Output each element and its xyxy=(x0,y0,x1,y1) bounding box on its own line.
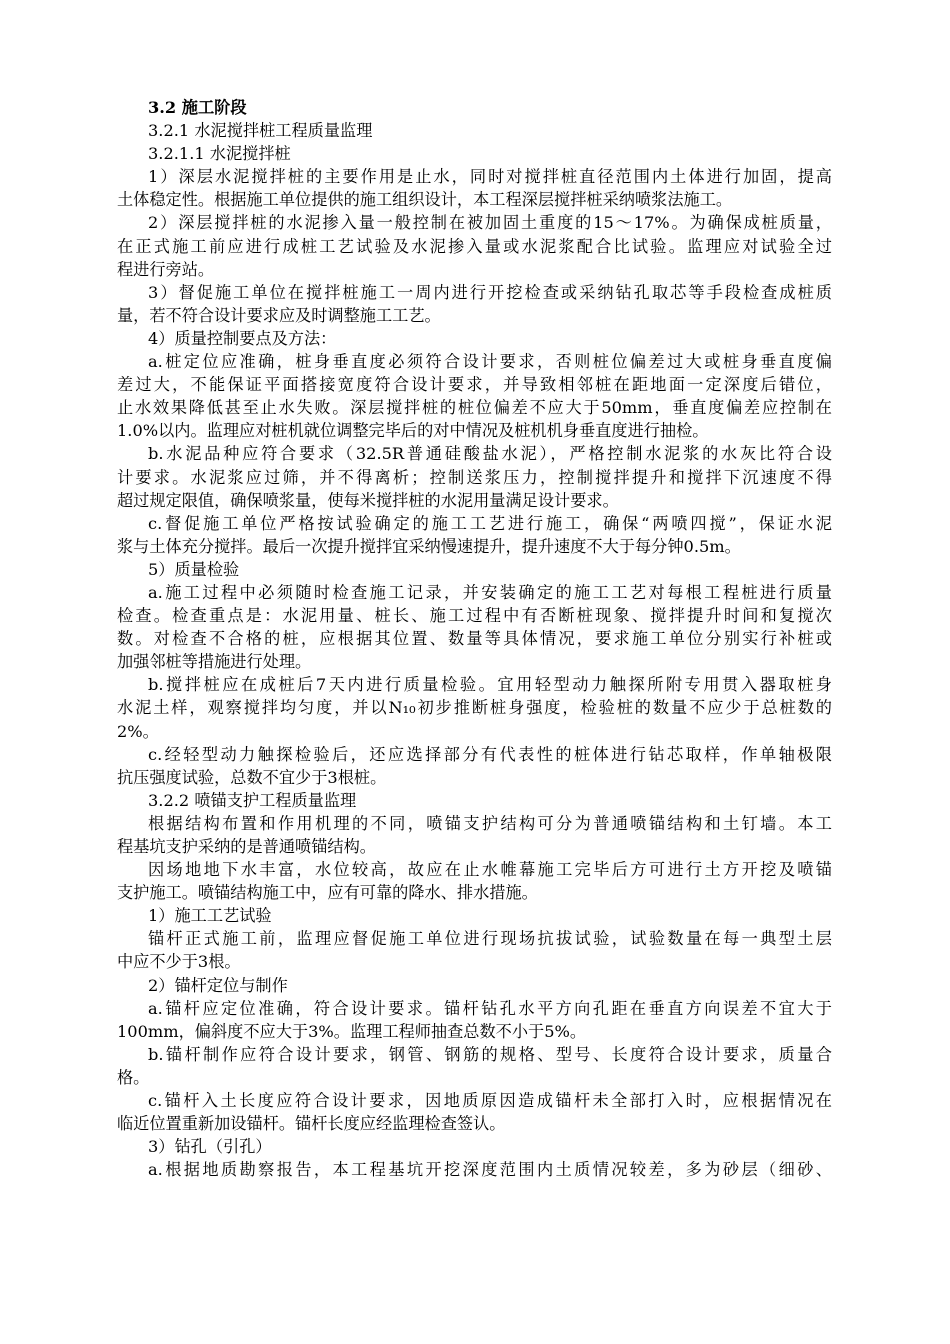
text-line: 支护施工。喷锚结构施工中，应有可靠的降水、排水措施。 xyxy=(117,883,538,903)
text-line: 计要求。水泥浆应过筛，并不得离析；控制送浆压力，控制搅拌提升和搅拌下沉速度不得 xyxy=(117,467,832,487)
text-line: b.水泥品种应符合要求（32.5R普通硅酸盐水泥），严格控制水泥浆的水灰比符合设 xyxy=(148,444,832,464)
text-line: 因场地地下水丰富，水位较高，故应在止水帷幕施工完毕后方可进行土方开挖及喷锚 xyxy=(148,860,832,880)
text-line: 1.0%以内。监理应对桩机就位调整完毕后的对中情况及桩机机身垂直度进行抽检。 xyxy=(117,421,709,441)
text-line: 临近位置重新加设锚杆。锚杆长度应经监理检查签认。 xyxy=(117,1114,506,1134)
text-line: 100mm，偏斜度不应大于3%。监理工程师抽查总数不小于5%。 xyxy=(117,1021,587,1041)
text-line: a.根据地质勘察报告，本工程基坑开挖深度范围内土质情况较差，多为砂层（细砂、 xyxy=(148,1160,832,1180)
text-line: 在正式施工前应进行成桩工艺试验及水泥掺入量或水泥浆配合比试验。监理应对试验全过 xyxy=(117,236,832,256)
text-line: c.督促施工单位严格按试验确定的施工工艺进行施工，确保“两喷四搅”，保证水泥 xyxy=(148,513,832,533)
text-line: 检查。检查重点是：水泥用量、桩长、施工过程中有否断桩现象、搅拌提升时间和复搅次 xyxy=(117,606,832,626)
section-heading: 3.2 施工阶段 xyxy=(148,98,247,117)
text-line: 3）督促施工单位在搅拌桩施工一周内进行开挖检查或采纳钻孔取芯等手段检查成桩质 xyxy=(148,282,832,302)
text-line: 3.2.2 喷锚支护工程质量监理 xyxy=(148,790,357,810)
text-line: 量，若不符合设计要求应及时调整施工工艺。 xyxy=(117,305,441,325)
text-line: 2）深层搅拌桩的水泥掺入量一般控制在被加固土重度的15～17%。为确保成桩质量， xyxy=(148,213,832,233)
text-line: 5）质量检验 xyxy=(148,559,240,579)
text-line: 1）施工工艺试验 xyxy=(148,906,272,926)
text-line: 4）质量控制要点及方法： xyxy=(148,328,337,348)
text-line: 程进行旁站。 xyxy=(117,259,215,279)
text-line: a.桩定位应准确，桩身垂直度必须符合设计要求，否则桩位偏差过大或桩身垂直度偏 xyxy=(148,352,832,372)
text-line: a.锚杆应定位准确，符合设计要求。锚杆钻孔水平方向孔距在垂直方向误差不宜大于 xyxy=(148,998,832,1018)
text-line: 3.2.1 水泥搅拌桩工程质量监理 xyxy=(148,121,373,141)
text-line: 止水效果降低甚至止水失败。深层搅拌桩的桩位偏差不应大于50mm，垂直度偏差应控制在 xyxy=(117,398,832,418)
text-line: 3.2.1.1 水泥搅拌桩 xyxy=(148,144,291,164)
text-line: 土体稳定性。根据施工单位提供的施工组织设计，本工程深层搅拌桩采纳喷浆法施工。 xyxy=(117,190,733,210)
text-line: 抗压强度试验，总数不宜少于3根桩。 xyxy=(117,767,387,787)
text-line: 超过规定限值，确保喷浆量，使每米搅拌桩的水泥用量满足设计要求。 xyxy=(117,490,619,510)
text-line: 浆与土体充分搅拌。最后一次提升搅拌宜采纳慢速提升，提升速度不大于每分钟0.5m。 xyxy=(117,536,741,556)
text-line: b.锚杆制作应符合设计要求，钢管、钢筋的规格、型号、长度符合设计要求，质量合 xyxy=(148,1044,832,1064)
text-line: b.搅拌桩应在成桩后7天内进行质量检验。宜用轻型动力触探所附专用贯入器取桩身 xyxy=(148,675,832,695)
text-line: a.施工过程中必须随时检查施工记录，并安装确定的施工工艺对每根工程桩进行质量 xyxy=(148,582,832,602)
text-line: 3）钻孔（引孔） xyxy=(148,1137,272,1157)
text-line: 水泥土样，观察搅拌均匀度，并以N₁₀初步推断桩身强度，检验桩的数量不应少于总桩数的 xyxy=(117,698,832,718)
text-line: 中应不少于3根。 xyxy=(117,952,241,972)
document-page xyxy=(117,96,832,1181)
text-line: c.经轻型动力触探检验后，还应选择部分有代表性的桩体进行钻芯取样，作单轴极限 xyxy=(148,744,832,764)
text-line: 格。 xyxy=(117,1067,150,1087)
text-line: 根据结构布置和作用机理的不同，喷锚支护结构可分为普通喷锚结构和土钉墙。本工 xyxy=(148,813,832,833)
text-line: 2%。 xyxy=(117,721,159,741)
text-line: 差过大，不能保证平面搭接宽度符合设计要求，并导致相邻桩在距地面一定深度后错位， xyxy=(117,375,832,395)
text-line: 程基坑支护采纳的是普通喷锚结构。 xyxy=(117,837,376,856)
text-line: c.锚杆入土长度应符合设计要求，因地质原因造成锚杆未全部打入时，应根据情况在 xyxy=(148,1091,832,1111)
text-line: 加强邻桩等措施进行处理。 xyxy=(117,652,312,672)
text-line: 1）深层水泥搅拌桩的主要作用是止水，同时对搅拌桩直径范围内土体进行加固，提高 xyxy=(148,167,832,187)
text-line: 2）锚杆定位与制作 xyxy=(148,975,288,995)
text-line: 数。对检查不合格的桩，应根据其位置、数量等具体情况，要求施工单位分别实行补桩或 xyxy=(117,629,832,649)
text-line: 锚杆正式施工前，监理应督促施工单位进行现场抗拔试验，试验数量在每一典型土层 xyxy=(148,929,832,949)
